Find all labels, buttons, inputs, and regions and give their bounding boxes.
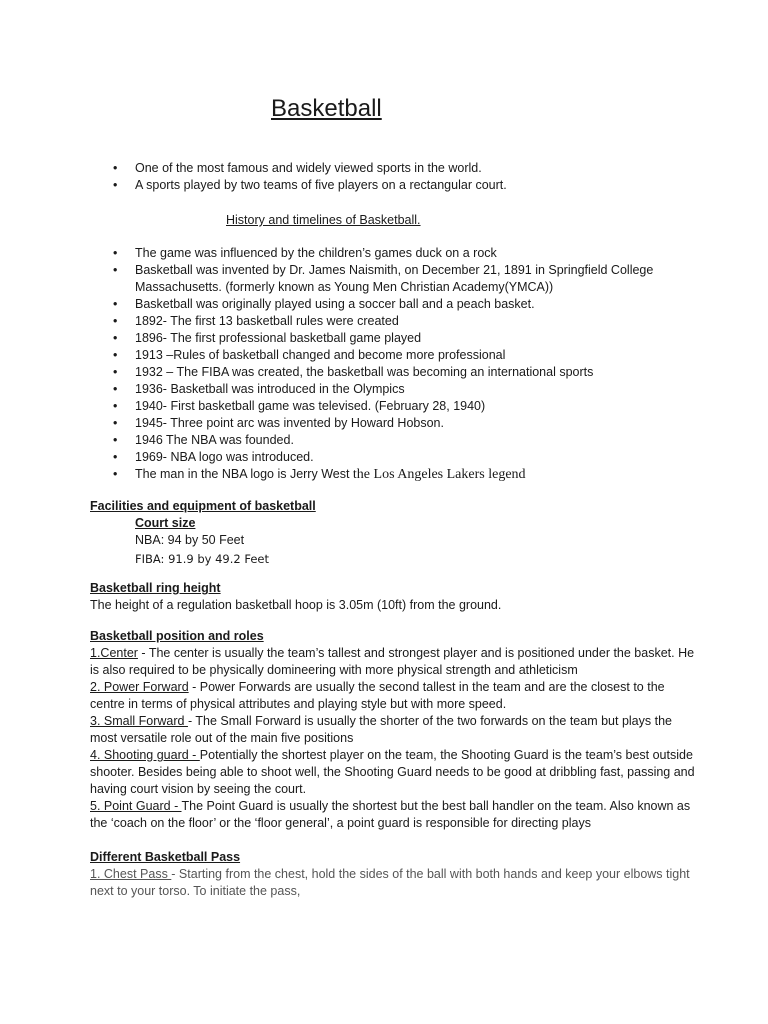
- list-item: • 1932 – The FIBA was created, the basketball was becoming an international sports: [0, 364, 768, 381]
- position-name: 1.Center: [90, 646, 138, 660]
- pass-desc: - Starting from the chest, hold the sides of the ball with both hands and keep your elbows tight next to your torso. To initiate the pass,: [90, 867, 690, 898]
- list-item: [0, 466, 768, 483]
- list-item: • 1945- Three point arc was invented by Howard Hobson.: [0, 415, 768, 432]
- pass-heading: Different Basketball Pass: [90, 850, 241, 864]
- pass-name: 1. Chest Pass: [90, 867, 172, 881]
- list-item: • 1892- The first 13 basketball rules were created: [0, 313, 768, 330]
- position-desc: - The Small Forward is usually the shorter of the two forwards on the team but plays the most versatile role out of the main five positions: [90, 714, 672, 745]
- ring-heading: Basketball ring height: [90, 581, 221, 595]
- position-name: 4. Shooting guard -: [90, 748, 200, 762]
- position-power-forward: [90, 679, 700, 713]
- position-small-forward: [90, 713, 700, 747]
- court-size-heading: Court size: [135, 516, 196, 530]
- list-item: • One of the most famous and widely viewed sports in the world.: [0, 160, 768, 177]
- list-item: • 1936- Basketball was introduced in the Olympics: [0, 381, 768, 398]
- list-item: • 1940- First basketball game was televised. (February 28, 1940): [0, 398, 768, 415]
- list-item: • Basketball was invented by Dr. James Naismith, on December 21, 1891 in Springfield College Massachusetts. (formerly known as Young Men Christian Academy(YMCA)): [0, 262, 768, 296]
- nba-logo-text-serif: the Los Angeles Lakers legend: [352, 467, 526, 482]
- ring-section: [90, 580, 690, 614]
- nba-logo-text: The man in the NBA logo is Jerry West: [135, 467, 353, 481]
- position-point-guard: [90, 798, 700, 832]
- history-heading: History and timelines of Basketball.: [226, 213, 421, 227]
- list-item: • 1969- NBA logo was introduced.: [0, 449, 768, 466]
- list-item: • Basketball was originally played using a soccer ball and a peach basket.: [0, 296, 768, 313]
- position-name: 3. Small Forward: [90, 714, 188, 728]
- position-shooting-guard: [90, 747, 700, 798]
- position-desc: Potentially the shortest player on the team, the Shooting Guard is the team’s best outside shooter. Besides being able to shoot well, the Shooting Guard needs to be good at dribbling fast, passing and having court vision by seeing the court.: [90, 748, 695, 796]
- list-item: • 1946 The NBA was founded.: [0, 432, 768, 449]
- document-title: Basketball: [271, 95, 382, 122]
- positions-section: [90, 628, 700, 832]
- pass-section: [90, 849, 700, 900]
- position-center: [90, 645, 700, 679]
- position-name: 2. Power Forward: [90, 680, 189, 694]
- list-item: • The game was influenced by the children’s games duck on a rock: [0, 245, 768, 262]
- position-desc: - The center is usually the team’s tallest and strongest player and is positioned under the basket. He is also required to be physically domineering with more physical strength and athleticism: [90, 646, 695, 677]
- position-desc: - Power Forwards are usually the second tallest in the team and are the closest to the centre in terms of physical attributes and playing style but with more speed.: [90, 680, 665, 711]
- facilities-section: [90, 498, 690, 568]
- nba-court-size: NBA: 94 by 50 Feet: [135, 533, 245, 547]
- list-item: • A sports played by two teams of five players on a rectangular court.: [0, 177, 768, 194]
- history-bullet-list: [0, 245, 768, 483]
- list-item: • 1896- The first professional basketball game played: [0, 330, 768, 347]
- intro-bullet-list: [0, 160, 768, 194]
- ring-text: The height of a regulation basketball hoop is 3.05m (10ft) from the ground.: [90, 598, 502, 612]
- position-desc: The Point Guard is usually the shortest but the best ball handler on the team. Also known as the ‘coach on the floor’ or the ‘floor general’, a point guard is responsible for directing plays: [90, 799, 691, 830]
- positions-heading: Basketball position and roles: [90, 629, 264, 643]
- chest-pass: [90, 866, 700, 900]
- facilities-heading: Facilities and equipment of basketball: [90, 499, 316, 513]
- position-name: 5. Point Guard -: [90, 799, 182, 813]
- fiba-court-size: FIBA: 91.9 by 49.2 Feet: [135, 552, 270, 566]
- list-item: • 1913 –Rules of basketball changed and become more professional: [0, 347, 768, 364]
